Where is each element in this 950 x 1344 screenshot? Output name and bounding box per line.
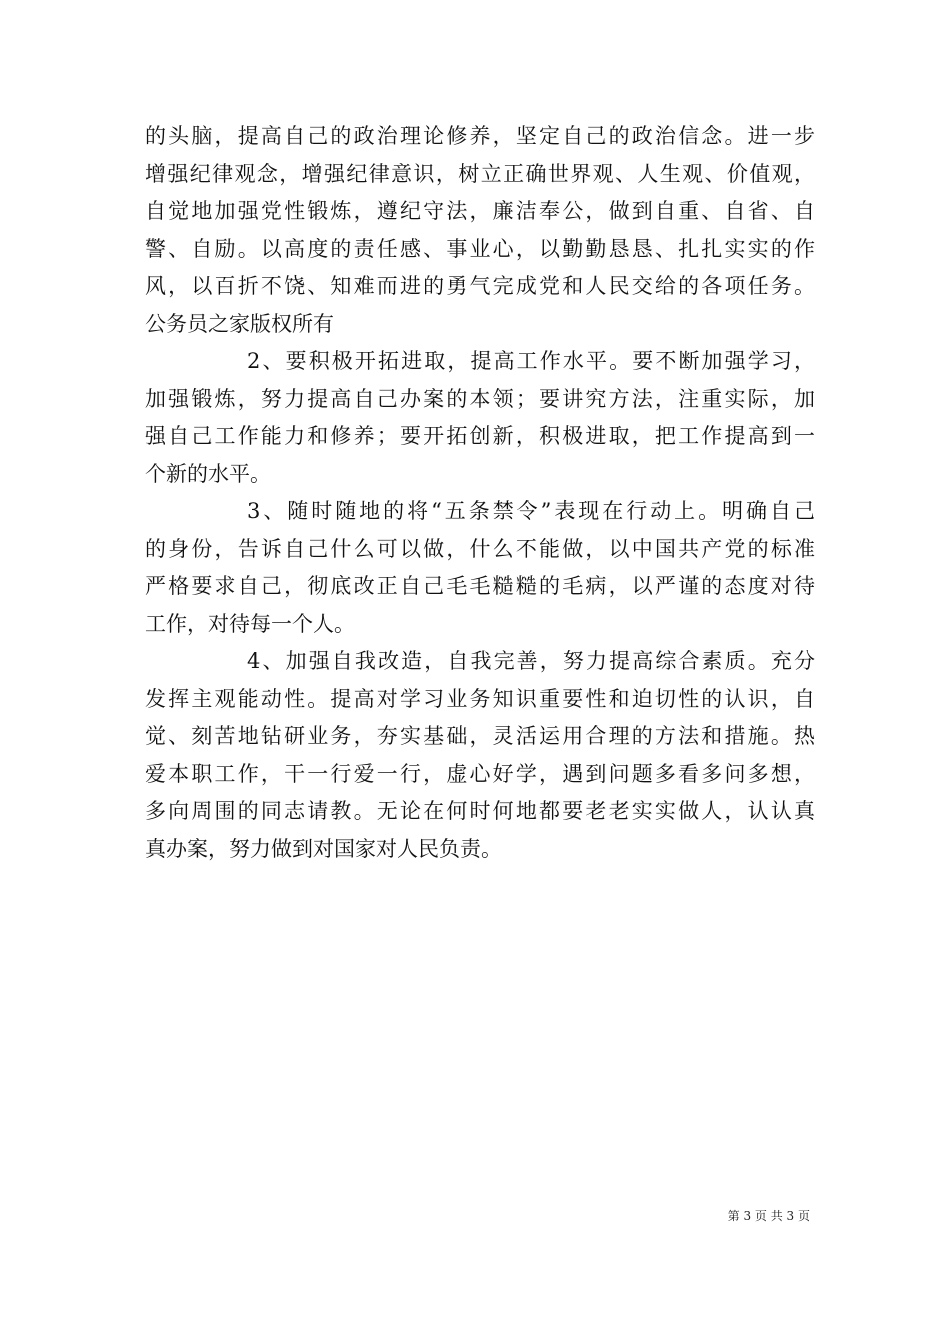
numbered-item-heading: 2、要积极开拓进取，提高工作水平。要不断加强学习， [247,349,815,373]
text-line: 觉、刻苦地钻研业务，夯实基础，灵活运用合理的方法和措施。热 [145,724,815,748]
numbered-item-heading: 3、随时随地的将“五条禁令”表现在行动上。明确自己 [247,499,815,523]
page-number-footer: 第 3 页 共 3 页 [727,1209,810,1223]
text-line: 工作，对待每一个人。 [145,611,355,636]
text-line: 个新的水平。 [145,461,271,486]
text-line: 强自己工作能力和修养；要开拓创新，积极进取，把工作提高到一 [145,424,815,448]
numbered-item-heading: 4、加强自我改造，自我完善，努力提高综合素质。充分 [247,649,815,673]
text-line: 真办案，努力做到对国家对人民负责。 [145,836,502,861]
text-line: 增强纪律观念，增强纪律意识，树立正确世界观、人生观、价值观， [145,161,815,186]
text-line: 多向周围的同志请教。无论在何时何地都要老老实实做人，认认真 [145,799,815,823]
text-line: 自觉地加强党性锻炼，遵纪守法，廉洁奉公，做到自重、自省、自 [145,199,815,223]
text-line: 爱本职工作，干一行爱一行，虚心好学，遇到问题多看多问多想， [145,761,815,786]
text-line: 发挥主观能动性。提高对学习业务知识重要性和迫切性的认识，自 [145,686,815,711]
text-line: 加强锻炼，努力提高自己办案的本领；要讲究方法，注重实际，加 [145,386,815,411]
text-line: 警、自励。以高度的责任感、事业心，以勤勤恳恳、扎扎实实的作 [145,236,815,261]
text-line: 公务员之家版权所有 [145,311,334,336]
text-line: 风，以百折不饶、知难而进的勇气完成党和人民交给的各项任务。 [145,274,815,298]
body-text [145,118,815,868]
text-line: 严格要求自己，彻底改正自己毛毛糙糙的毛病，以严谨的态度对待 [145,574,815,598]
text-line: 的头脑，提高自己的政治理论修养，坚定自己的政治信念。进一步 [145,124,815,148]
text-line: 的身份，告诉自己什么可以做，什么不能做，以中国共产党的标准 [145,536,815,561]
